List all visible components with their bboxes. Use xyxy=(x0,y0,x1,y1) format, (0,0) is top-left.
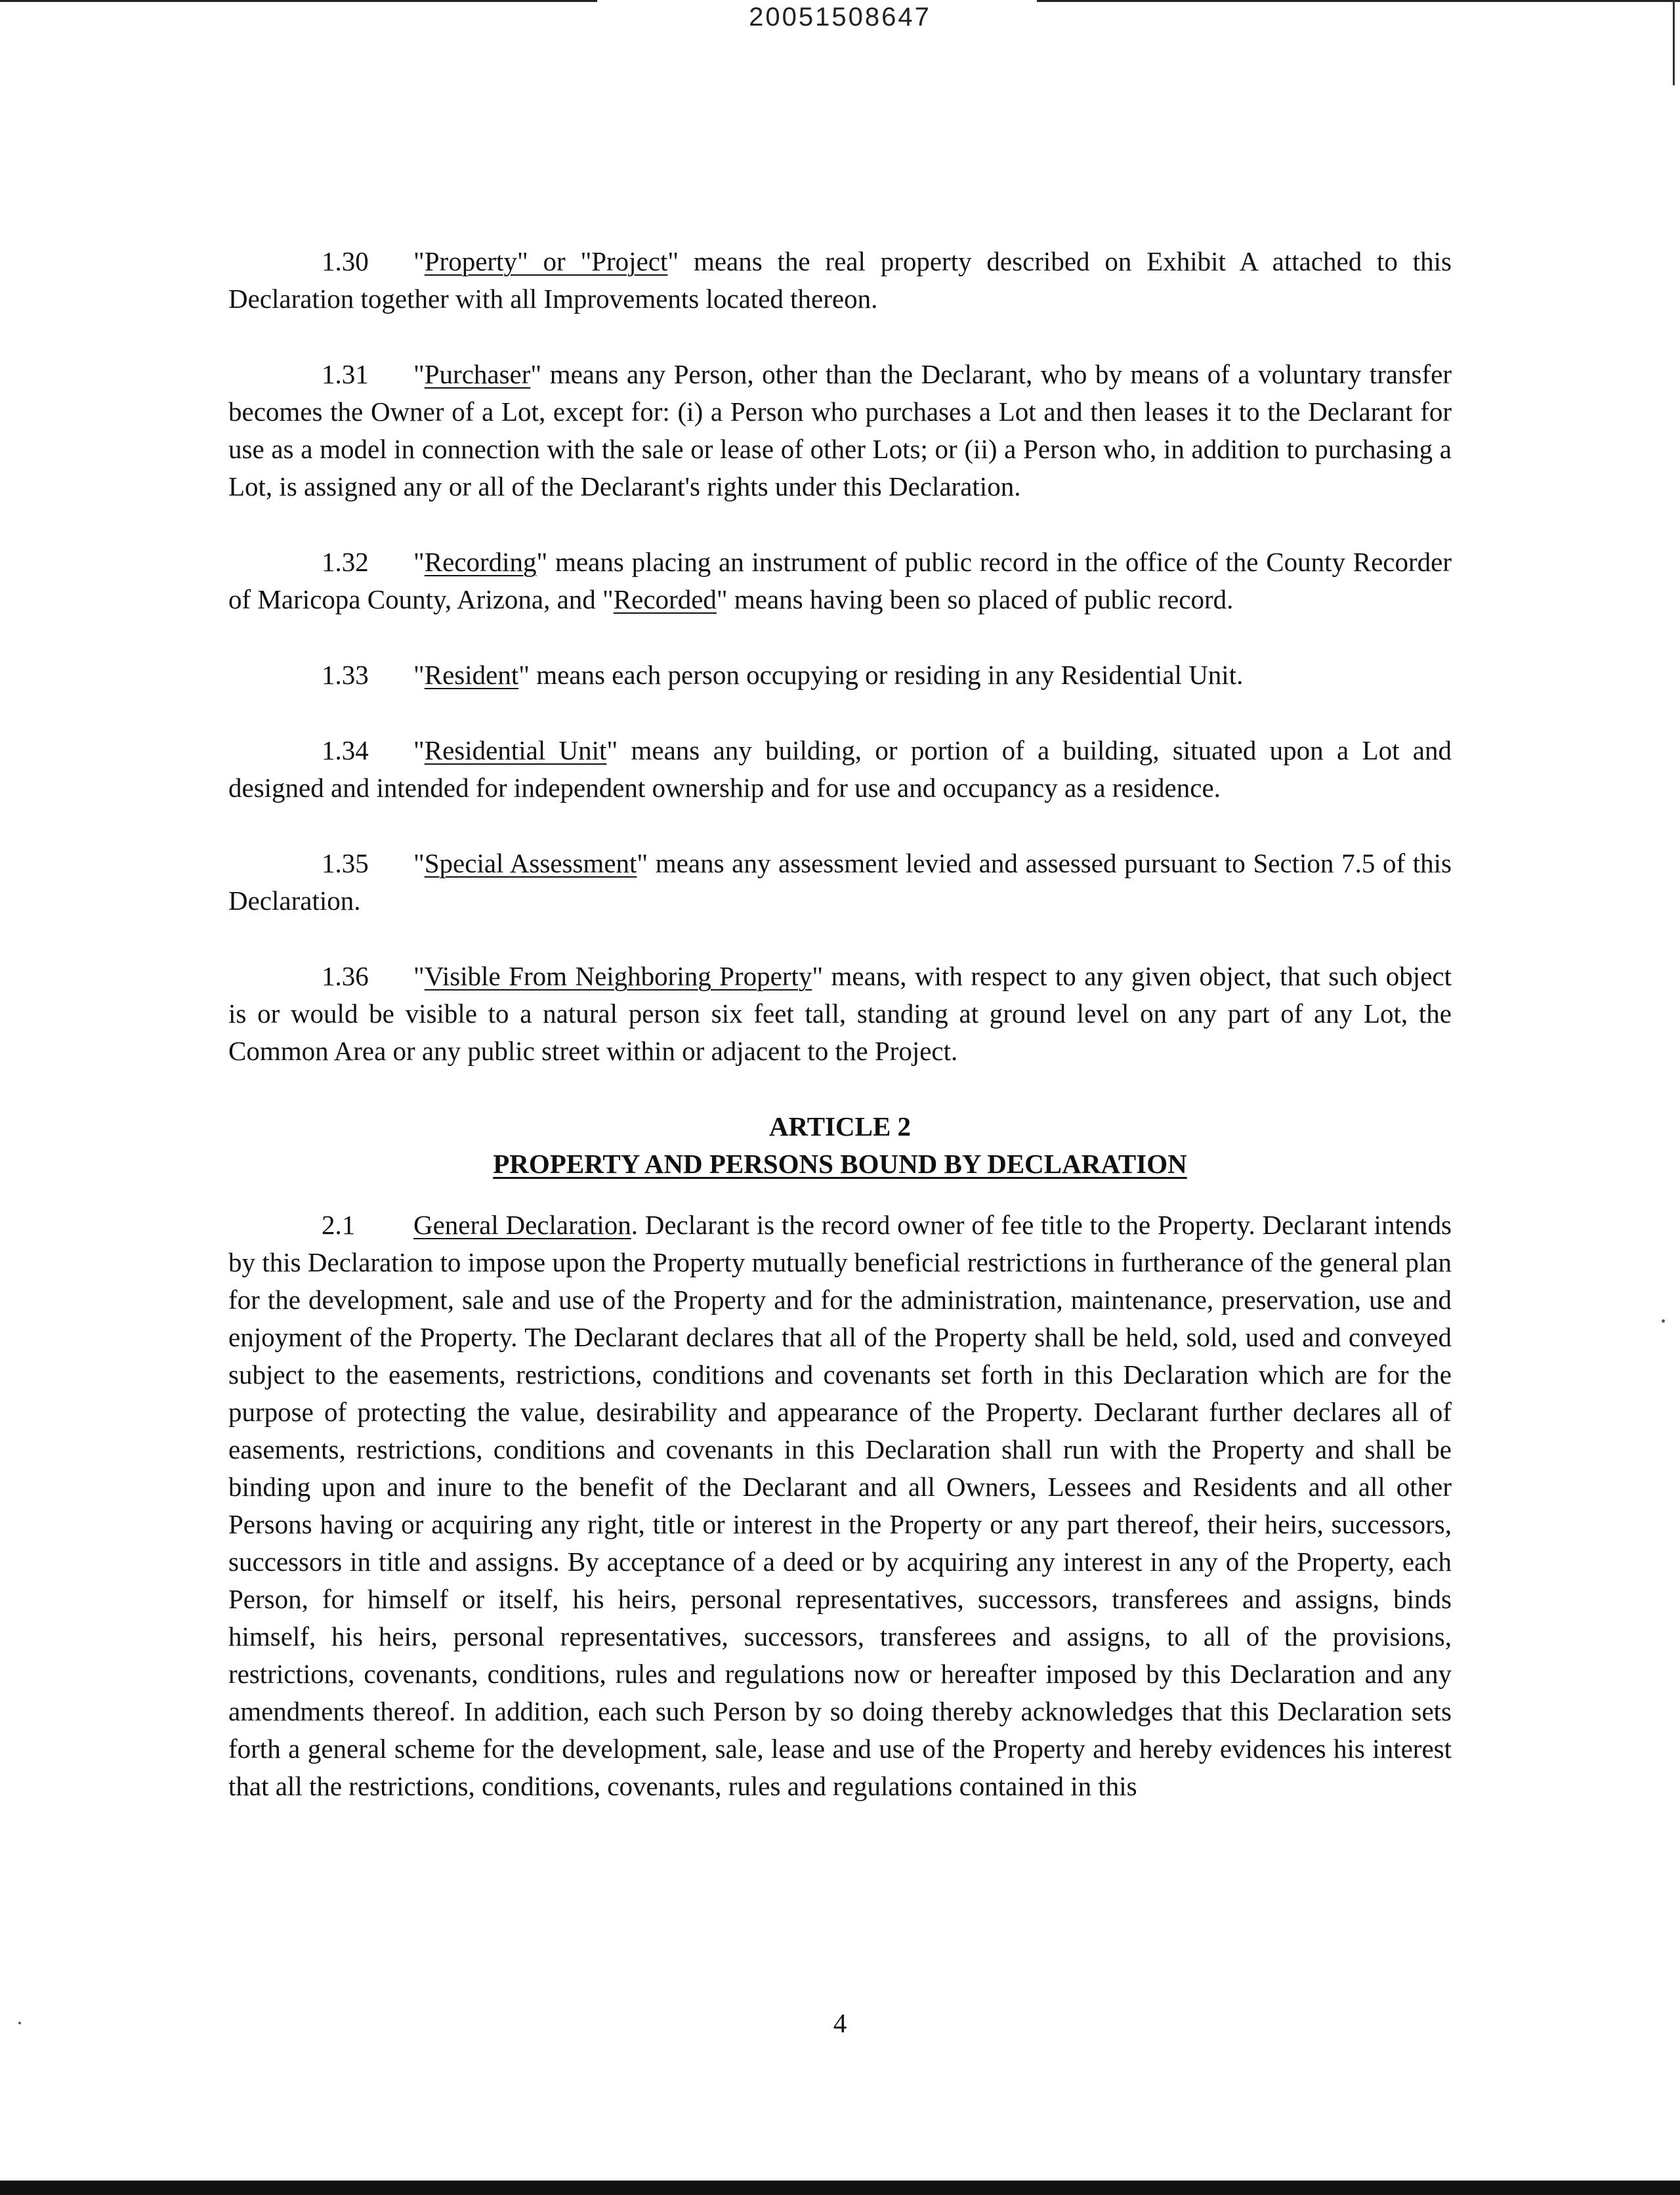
section-text: " means each person occupying or residing in any Residential Unit. xyxy=(518,660,1244,690)
section-text: " means, with respect to any given object, that such object is or would be visible to a natural person six feet tall, standing at ground level on any part of any Lot, the Common Area or any public street within or adjacent to the Project. xyxy=(228,961,1452,1066)
scan-bottom-border xyxy=(0,2181,1680,2195)
page-number: 4 xyxy=(833,2008,847,2038)
scan-speck xyxy=(1662,1319,1665,1323)
section-number: 1.31 xyxy=(322,359,369,389)
article-number: ARTICLE 2 xyxy=(768,1111,912,1141)
section-text: " means any assessment levied and assessed pursuant to Section 7.5 of this Declaration. xyxy=(228,848,1452,916)
section-1-36: 1.36 "Visible From Neighboring Property" means, with respect to any given object, that such object is or would be visible to a natural person six feet tall, standing at ground level on any part of any Lot, the Common Area or any public street within or adjacent to the Project. xyxy=(228,958,1452,1070)
section-number: 1.34 xyxy=(322,735,369,765)
article-heading xyxy=(228,1108,1452,1183)
section-text: " means any building, or portion of a building, situated upon a Lot and designed and intended for independent ownership and for use and occupancy as a residence. xyxy=(228,735,1452,803)
section-1-33: 1.33 "Resident" means each person occupying or residing in any Residential Unit. xyxy=(228,656,1452,694)
defined-term: Residential Unit xyxy=(424,735,607,765)
scan-top-border-left xyxy=(0,0,597,2)
section-number: 1.32 xyxy=(322,547,369,577)
section-number: 2.1 xyxy=(322,1210,356,1240)
page-body xyxy=(228,243,1452,1843)
section-text: " means placing an instrument of public record in the office of the County Recorder of Maricopa County, Arizona, and " xyxy=(228,547,1452,614)
scan-speck xyxy=(18,2022,21,2024)
defined-term: Special Assessment xyxy=(424,848,637,878)
section-number: 1.30 xyxy=(322,246,369,276)
section-number: 1.33 xyxy=(322,660,369,690)
article-title: PROPERTY AND PERSONS BOUND BY DECLARATION xyxy=(493,1149,1187,1179)
section-text: . Declarant is the record owner of fee title to the Property. Declarant intends by this Declaration to impose upon the Property mutually beneficial restrictions in furtherance of the general plan for the development, sale and use of the Property and for the administration, maintenance, preservation, use and enjoyment of the Property. The Declarant declares that all of the Property shall be held, sold, used and conveyed subject to the easements, restrictions, conditions and covenants set forth in this Declaration which are for the purpose of protecting the value, desirability and appearance of the Property. Declarant further declares all of easements, restrictions, conditions and covenants in this Declaration shall run with the Property and shall be binding upon and inure to the benefit of the Declarant and all Owners, Lessees and Residents and all other Persons having or acquiring any right, title or interest in the Property or any part thereof, their heirs, successors, successors in title and assigns. By acceptance of a deed or by acquiring any interest in any of the Property, each Person, for himself or itself, his heirs, personal representatives, successors, transferees and assigns, binds himself, his heirs, personal representatives, successors, transferees and assigns, to all of the provisions, restrictions, covenants, conditions, rules and regulations now or hereafter imposed by this Declaration and any amendments thereof. In addition, each such Person by so doing thereby acknowledges that this Declaration sets forth a general scheme for the development, sale, lease and use of the Property and hereby evidences his interest that all the restrictions, conditions, covenants, rules and regulations contained in this xyxy=(228,1210,1452,1801)
scan-top-border-right xyxy=(1037,0,1680,2)
section-1-34: 1.34 "Residential Unit" means any building, or portion of a building, situated upon a Lot and designed and intended for independent ownership and for use and occupancy as a residence. xyxy=(228,732,1452,807)
document-number: 20051508647 xyxy=(749,3,931,32)
section-number: 1.35 xyxy=(322,848,369,878)
defined-term: Resident xyxy=(424,660,519,690)
defined-term: Visible From Neighboring Property xyxy=(424,961,812,991)
section-number: 1.36 xyxy=(322,961,369,991)
defined-term: Recording xyxy=(424,547,537,577)
defined-term: Property" or "Project xyxy=(424,246,668,276)
section-text: " means any Person, other than the Declarant, who by means of a voluntary transfer becomes the Owner of a Lot, except for: (i) a Person who purchases a Lot and then leases it to the Declarant for use as a model in connection with the sale or lease of other Lots; or (ii) a Person who, in addition to purchasing a Lot, is assigned any or all of the Declarant's rights under this Declaration. xyxy=(228,359,1452,501)
section-heading: General Declaration xyxy=(413,1210,631,1240)
section-1-31: 1.31 "Purchaser" means any Person, other than the Declarant, who by means of a voluntary transfer becomes the Owner of a Lot, except for: (i) a Person who purchases a Lot and then leases it to the Declarant for use as a model in connection with the sale or lease of other Lots; or (ii) a Person who, in addition to purchasing a Lot, is assigned any or all of the Declarant's rights under this Declaration. xyxy=(228,356,1452,505)
section-text: " means having been so placed of public record. xyxy=(716,584,1234,614)
section-2-1 xyxy=(228,1206,1452,1805)
section-1-30: 1.30 "Property" or "Project" means the real property described on Exhibit A attached to this Declaration together with all Improvements located thereon. xyxy=(228,243,1452,318)
defined-term-secondary: Recorded xyxy=(613,584,717,614)
section-text: " means the real property described on Exhibit A attached to this Declaration together with all Improvements located thereon. xyxy=(228,246,1452,314)
section-1-32: 1.32 "Recording" means placing an instrument of public record in the office of the County Recorder of Maricopa County, Arizona, and "Recorded" means having been so placed of public record. xyxy=(228,543,1452,618)
section-1-35: 1.35 "Special Assessment" means any assessment levied and assessed pursuant to Section 7.5 of this Declaration. xyxy=(228,845,1452,920)
defined-term: Purchaser xyxy=(424,359,531,389)
